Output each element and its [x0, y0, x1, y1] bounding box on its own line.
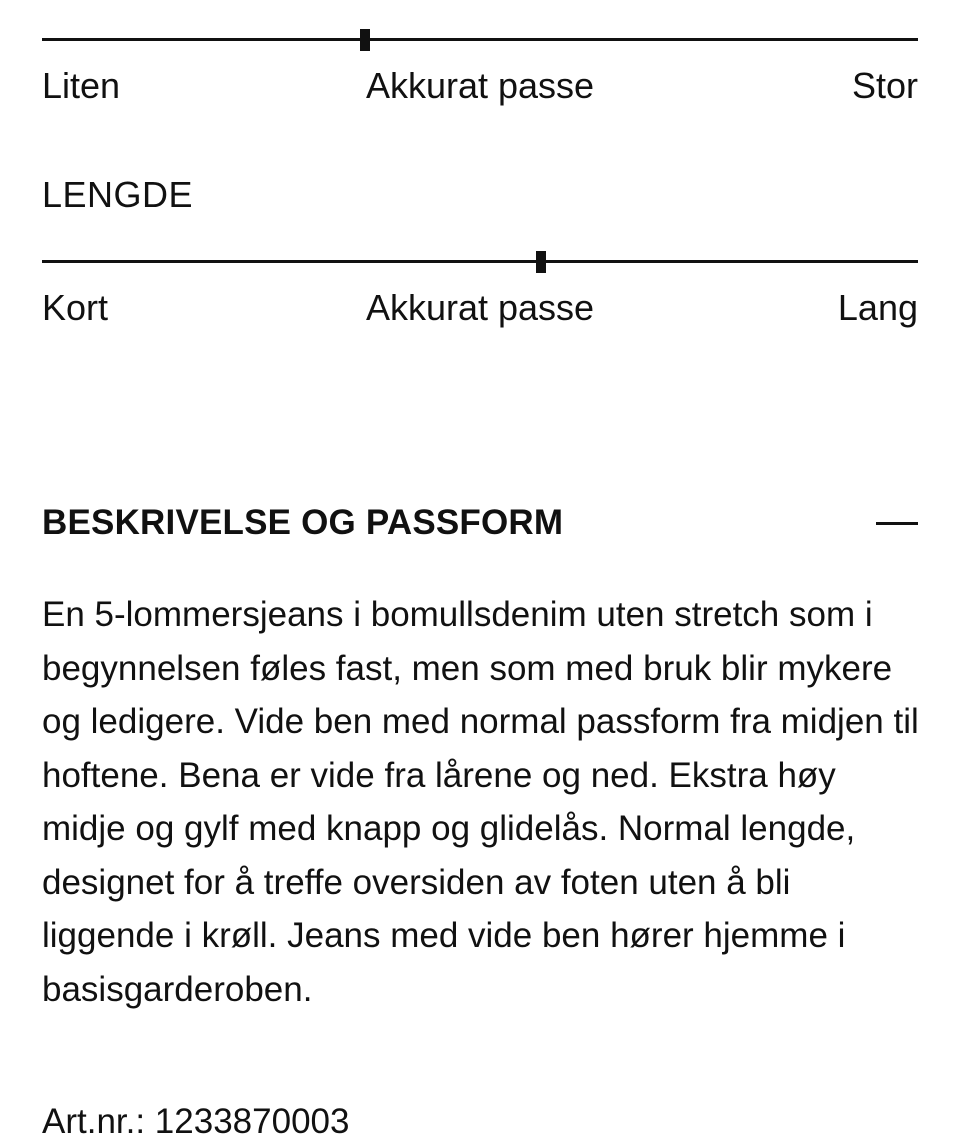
fit-scale-width [42, 0, 918, 110]
product-description: En 5-lommersjeans i bomullsdenim uten stretch som i begynnelsen føles fast, men som med bruk blir mykere og ledigere. Vide ben med normal passform fra midjen til hoftene. Bena er vide fra lårene og ned. Ekstra høy midje og gylf med knapp og glidelås. Normal lengde, designet for å treffe oversiden av foten uten å bli liggende i krøll. Jeans med vide ben hører hjemme i basisgarderoben. [42, 595, 919, 1009]
fit-label-small: Liten [42, 65, 121, 106]
length-scale-labels [42, 288, 918, 328]
fit-label-large: Stor [851, 65, 918, 106]
length-label-short: Kort [42, 287, 109, 328]
length-scale-track [42, 260, 918, 263]
length-heading: LENGDE [42, 174, 194, 215]
length-label-just-right: Akkurat passe [365, 287, 595, 328]
article-number: Art.nr.: 1233870003 [42, 1102, 350, 1141]
description-section-toggle[interactable] [42, 498, 918, 548]
fit-scale-labels [42, 66, 918, 106]
fit-scale-marker [360, 29, 370, 51]
length-label-long: Lang [837, 287, 918, 328]
minus-icon[interactable] [876, 522, 918, 525]
description-section-title: BESKRIVELSE OG PASSFORM [42, 503, 564, 542]
length-scale-marker [536, 251, 546, 273]
fit-label-just-right: Akkurat passe [365, 65, 595, 106]
fit-scale-track [42, 38, 918, 41]
fit-scale-length [42, 240, 918, 350]
